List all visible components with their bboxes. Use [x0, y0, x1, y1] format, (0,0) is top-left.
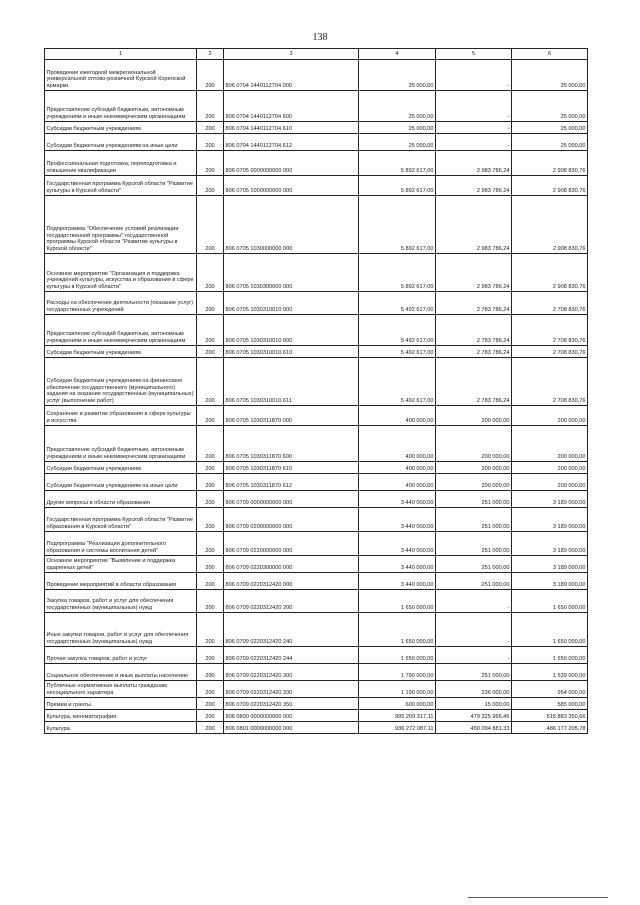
table-row	[45, 664, 588, 681]
row-executed-amount: 200 000,00	[436, 474, 512, 491]
row-classification: 806 0709 0220000000 000	[224, 532, 359, 556]
row-name: Закупка товаров, работ и услуг для обеспечения государственных (муниципальных) нужд	[45, 590, 197, 613]
row-code: 200	[197, 315, 224, 346]
row-classification: 806 0709 0220312420 244	[224, 647, 359, 664]
row-classification: 806 0709 0200000000 000	[224, 508, 359, 532]
table-row	[45, 315, 588, 346]
row-name: Сохранение и развитие образования в сфере культуры и искусства	[45, 406, 197, 426]
row-classification: 806 0801 0000000000 000	[224, 722, 359, 734]
table-row	[45, 573, 588, 590]
row-name: Подпрограмма "Обеспечение условий реализации государственной программы" государственной программы Курской области "Развитие культуры в Курской области"	[45, 196, 197, 254]
row-code: 200	[197, 91, 224, 122]
row-name: Публичные нормативные выплаты гражданам несоциального характера	[45, 681, 197, 698]
row-code: 200	[197, 590, 224, 613]
row-name: Субсидии бюджетным учреждениям	[45, 462, 197, 474]
table-row	[45, 346, 588, 358]
table-row	[45, 176, 588, 196]
row-code: 200	[197, 292, 224, 315]
budget-table-body	[45, 60, 588, 734]
table-row	[45, 406, 588, 426]
row-remainder-amount: 3 189 000,00	[512, 508, 588, 532]
table-row	[45, 292, 588, 315]
row-remainder-amount: 1 650 000,00	[512, 647, 588, 664]
header-col-5: 5	[436, 49, 512, 60]
row-remainder-amount: 1 539 000,00	[512, 664, 588, 681]
row-remainder-amount: 25 000,00	[512, 60, 588, 91]
table-row	[45, 462, 588, 474]
row-remainder-amount: 25 000,00	[512, 122, 588, 134]
header-col-4: 4	[359, 49, 436, 60]
row-plan-amount: 995 209 317,11	[359, 710, 436, 722]
row-name: Проведение ежегодной межрегиональной универсальной оптово-розничной Курской Коренской ярмарки	[45, 60, 197, 91]
row-remainder-amount: 1 650 000,00	[512, 613, 588, 647]
table-row	[45, 134, 588, 151]
row-name: Субсидии бюджетным учреждениям на финансовое обеспечение государственного (муниципального) задания на оказание государственных (муниципальных) услуг (выполнение работ)	[45, 358, 197, 406]
row-plan-amount: 5 892 617,00	[359, 254, 436, 292]
row-classification: 806 0709 0000000000 000	[224, 491, 359, 508]
footer-rule	[468, 897, 608, 898]
table-row	[45, 532, 588, 556]
row-plan-amount: 5 492 617,00	[359, 358, 436, 406]
row-remainder-amount: 2 708 830,76	[512, 358, 588, 406]
table-row	[45, 491, 588, 508]
row-executed-amount: -	[436, 91, 512, 122]
row-executed-amount: 479 325 966,45	[436, 710, 512, 722]
row-name: Субсидии бюджетным учреждениям на иные цели	[45, 134, 197, 151]
row-executed-amount: 2 783 786,24	[436, 358, 512, 406]
row-remainder-amount: 2 708 830,76	[512, 346, 588, 358]
table-row	[45, 151, 588, 176]
row-remainder-amount: 25 000,00	[512, 91, 588, 122]
row-plan-amount: 25 000,00	[359, 122, 436, 134]
row-classification: 806 0709 0220312420 200	[224, 590, 359, 613]
row-classification: 806 0709 0220312420 300	[224, 664, 359, 681]
table-row	[45, 60, 588, 91]
row-name: Расходы на обеспечение деятельности (оказание услуг) государственных учреждений	[45, 292, 197, 315]
page-number: 138	[312, 32, 328, 43]
row-remainder-amount: 515 883 350,66	[512, 710, 588, 722]
row-executed-amount: 251 000,00	[436, 508, 512, 532]
table-row	[45, 254, 588, 292]
row-plan-amount: 5 492 617,00	[359, 292, 436, 315]
row-classification: 806 0709 0220312420 000	[224, 573, 359, 590]
row-name: Культура	[45, 722, 197, 734]
row-plan-amount: 1 650 000,00	[359, 590, 436, 613]
row-classification: 806 0709 0220312420 240	[224, 613, 359, 647]
row-executed-amount: 251 000,00	[436, 664, 512, 681]
row-name: Другие вопросы в области образования	[45, 491, 197, 508]
row-code: 200	[197, 491, 224, 508]
row-name: Проведение мероприятий в области образования	[45, 573, 197, 590]
row-executed-amount: 2 983 786,24	[436, 176, 512, 196]
row-plan-amount: 400 000,00	[359, 474, 436, 491]
row-name: Премии и гранты	[45, 698, 197, 710]
row-plan-amount: 3 440 000,00	[359, 508, 436, 532]
table-row	[45, 698, 588, 710]
table-row	[45, 508, 588, 532]
row-classification: 806 0704 1440112704 600	[224, 91, 359, 122]
row-name: Иные закупки товаров, работ и услуг для обеспечения государственных (муниципальных) нужд	[45, 613, 197, 647]
row-classification: 806 0705 1030311870 600	[224, 426, 359, 462]
row-classification: 806 0705 1000000000 000	[224, 176, 359, 196]
row-name: Субсидии бюджетным учреждениям	[45, 122, 197, 134]
row-classification: 806 0705 1030310010 000	[224, 292, 359, 315]
row-executed-amount: -	[436, 647, 512, 664]
table-row	[45, 358, 588, 406]
header-col-6: 6	[512, 49, 588, 60]
row-remainder-amount: 1 650 000,00	[512, 590, 588, 613]
row-plan-amount: 1 190 000,00	[359, 681, 436, 698]
row-plan-amount: 3 440 000,00	[359, 573, 436, 590]
row-classification: 806 0705 1030311870 000	[224, 406, 359, 426]
row-executed-amount: -	[436, 590, 512, 613]
row-plan-amount: 400 000,00	[359, 406, 436, 426]
row-remainder-amount: 486 177 205,78	[512, 722, 588, 734]
row-executed-amount: 251 000,00	[436, 556, 512, 573]
header-col-2: 2	[197, 49, 224, 60]
row-classification: 806 0705 1030311870 612	[224, 474, 359, 491]
row-executed-amount: 2 983 786,24	[436, 196, 512, 254]
row-name: Государственная программа Курской области "Развитие образования в Курской области"	[45, 508, 197, 532]
row-remainder-amount: 200 000,00	[512, 474, 588, 491]
table-row	[45, 122, 588, 134]
row-remainder-amount: 200 000,00	[512, 462, 588, 474]
row-classification: 806 0709 0220312420 330	[224, 681, 359, 698]
row-executed-amount: 200 000,00	[436, 462, 512, 474]
row-classification: 806 0705 1030310010 610	[224, 346, 359, 358]
row-name: Государственная программа Курской области "Развитие культуры в Курской области"	[45, 176, 197, 196]
row-executed-amount: 251 000,00	[436, 573, 512, 590]
row-executed-amount: 251 000,00	[436, 491, 512, 508]
row-code: 200	[197, 532, 224, 556]
row-executed-amount: 251 000,00	[436, 532, 512, 556]
table-row	[45, 196, 588, 254]
row-plan-amount: 400 000,00	[359, 462, 436, 474]
row-executed-amount: 2 983 786,24	[436, 151, 512, 176]
row-executed-amount: -	[436, 613, 512, 647]
header-row	[45, 49, 588, 60]
row-classification: 806 0705 1030300000 000	[224, 254, 359, 292]
row-code: 200	[197, 474, 224, 491]
row-plan-amount: 1 790 000,00	[359, 664, 436, 681]
row-code: 200	[197, 406, 224, 426]
row-name: Основное мероприятие "Организация и поддержка учреждений культуры, искусства и образования в сфере культуры в Курской области"	[45, 254, 197, 292]
budget-table-head	[45, 49, 588, 60]
row-remainder-amount: 2 908 830,76	[512, 196, 588, 254]
row-code: 200	[197, 134, 224, 151]
row-code: 200	[197, 664, 224, 681]
row-remainder-amount: 3 189 000,00	[512, 532, 588, 556]
row-plan-amount: 25 000,00	[359, 134, 436, 151]
row-name: Субсидии бюджетным учреждениям	[45, 346, 197, 358]
row-name: Предоставление субсидий бюджетным, автономным учреждениям и иным некоммерческим организациям	[45, 426, 197, 462]
row-plan-amount: 5 492 617,00	[359, 346, 436, 358]
row-code: 200	[197, 254, 224, 292]
row-name: Профессиональная подготовка, переподготовка и повышение квалификации	[45, 151, 197, 176]
row-name: Предоставление субсидий бюджетным, автономным учреждениям и иным некоммерческим организациям	[45, 315, 197, 346]
row-plan-amount: 3 440 000,00	[359, 532, 436, 556]
table-row	[45, 681, 588, 698]
row-executed-amount: 2 783 786,24	[436, 292, 512, 315]
row-remainder-amount: 200 000,00	[512, 426, 588, 462]
row-code: 200	[197, 556, 224, 573]
table-row	[45, 590, 588, 613]
row-name: Прочая закупка товаров, работ и услуг	[45, 647, 197, 664]
row-name: Предоставление субсидий бюджетным, автономным учреждениям и иным некоммерческим организациям	[45, 91, 197, 122]
row-executed-amount: 450 094 881,33	[436, 722, 512, 734]
row-classification: 806 0705 1030310010 600	[224, 315, 359, 346]
row-plan-amount: 5 492 617,00	[359, 315, 436, 346]
row-plan-amount: 400 000,00	[359, 426, 436, 462]
row-code: 200	[197, 462, 224, 474]
row-classification: 806 0709 0220312420 350	[224, 698, 359, 710]
row-classification: 806 0705 1030311870 610	[224, 462, 359, 474]
row-code: 200	[197, 681, 224, 698]
header-col-1: 1	[45, 49, 197, 60]
row-executed-amount: 200 000,00	[436, 426, 512, 462]
row-remainder-amount: 25 000,00	[512, 134, 588, 151]
row-code: 200	[197, 426, 224, 462]
row-remainder-amount: 2 708 830,76	[512, 315, 588, 346]
table-row	[45, 556, 588, 573]
row-remainder-amount: 2 708 830,76	[512, 292, 588, 315]
row-remainder-amount: 585 000,00	[512, 698, 588, 710]
row-plan-amount: 1 650 000,00	[359, 613, 436, 647]
row-plan-amount: 936 272 087,11	[359, 722, 436, 734]
row-executed-amount: 15 000,00	[436, 698, 512, 710]
table-row	[45, 647, 588, 664]
row-executed-amount: -	[436, 60, 512, 91]
row-name: Субсидии бюджетным учреждениям на иные цели	[45, 474, 197, 491]
row-plan-amount: 3 440 000,00	[359, 491, 436, 508]
row-executed-amount: -	[436, 134, 512, 151]
row-code: 200	[197, 346, 224, 358]
row-remainder-amount: 200 000,00	[512, 406, 588, 426]
row-name: Культура, кинематография	[45, 710, 197, 722]
row-plan-amount: 1 650 000,00	[359, 647, 436, 664]
table-row	[45, 613, 588, 647]
row-code: 200	[197, 710, 224, 722]
row-code: 200	[197, 698, 224, 710]
row-code: 200	[197, 196, 224, 254]
row-remainder-amount: 2 908 830,76	[512, 151, 588, 176]
row-classification: 806 0704 1440112704 000	[224, 60, 359, 91]
row-plan-amount: 5 892 617,00	[359, 196, 436, 254]
row-code: 200	[197, 722, 224, 734]
row-executed-amount: 200 000,00	[436, 406, 512, 426]
row-code: 200	[197, 647, 224, 664]
row-code: 200	[197, 176, 224, 196]
row-executed-amount: 236 000,00	[436, 681, 512, 698]
row-name: Подпрограмма "Реализация дополнительного образования и системы воспитания детей"	[45, 532, 197, 556]
table-row	[45, 722, 588, 734]
row-classification: 806 0704 1440112704 610	[224, 122, 359, 134]
row-plan-amount: 25 000,00	[359, 91, 436, 122]
row-code: 200	[197, 151, 224, 176]
row-remainder-amount: 2 908 830,76	[512, 254, 588, 292]
row-plan-amount: 5 892 617,00	[359, 176, 436, 196]
row-plan-amount: 5 892 617,00	[359, 151, 436, 176]
row-classification: 806 0800 0000000000 000	[224, 710, 359, 722]
row-classification: 806 0705 0000000000 000	[224, 151, 359, 176]
table-row	[45, 91, 588, 122]
row-classification: 806 0704 1440112704 612	[224, 134, 359, 151]
row-executed-amount: 2 783 786,24	[436, 315, 512, 346]
row-executed-amount: 2 783 786,24	[436, 346, 512, 358]
table-row	[45, 426, 588, 462]
row-remainder-amount: 3 189 000,00	[512, 556, 588, 573]
row-remainder-amount: 954 000,00	[512, 681, 588, 698]
row-classification: 806 0709 0220300000 000	[224, 556, 359, 573]
row-code: 200	[197, 122, 224, 134]
row-code: 200	[197, 358, 224, 406]
row-plan-amount: 600 000,00	[359, 698, 436, 710]
row-executed-amount: -	[436, 122, 512, 134]
row-remainder-amount: 3 189 000,00	[512, 573, 588, 590]
row-name: Основное мероприятие "Выявление и поддержка одаренных детей"	[45, 556, 197, 573]
row-classification: 806 0705 1030310010 611	[224, 358, 359, 406]
row-remainder-amount: 3 189 000,00	[512, 491, 588, 508]
row-remainder-amount: 2 908 830,76	[512, 176, 588, 196]
table-row	[45, 710, 588, 722]
row-plan-amount: 25 000,00	[359, 60, 436, 91]
row-code: 200	[197, 60, 224, 91]
row-name: Социальное обеспечение и иные выплаты населению	[45, 664, 197, 681]
row-code: 200	[197, 508, 224, 532]
table-row	[45, 474, 588, 491]
row-classification: 806 0705 1030000000 000	[224, 196, 359, 254]
header-col-3: 3	[224, 49, 359, 60]
row-plan-amount: 3 440 000,00	[359, 556, 436, 573]
row-code: 200	[197, 573, 224, 590]
row-code: 200	[197, 613, 224, 647]
row-executed-amount: 2 983 786,24	[436, 254, 512, 292]
budget-table	[44, 48, 588, 734]
